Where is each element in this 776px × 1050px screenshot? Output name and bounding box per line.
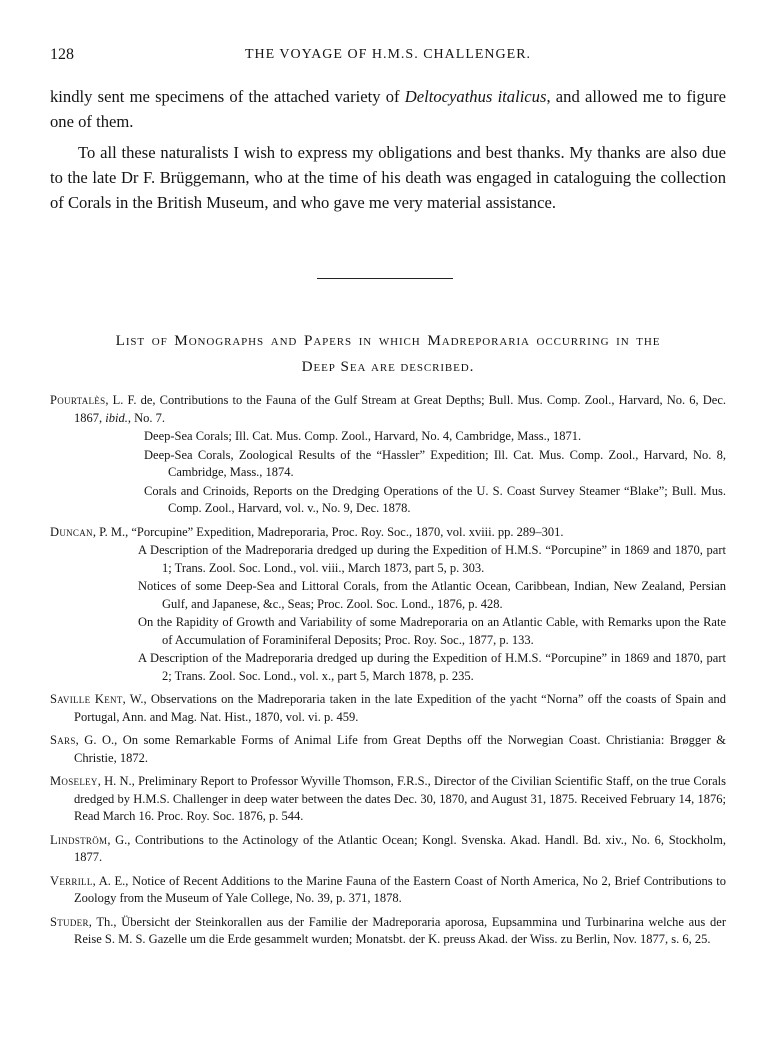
ref-sub-item: Deep-Sea Corals; Ill. Cat. Mus. Comp. Zool., Harvard, No. 4, Cambridge, Mass., 1871. — [144, 429, 582, 443]
running-title: THE VOYAGE OF H.M.S. CHALLENGER. — [244, 47, 532, 62]
ref-main — [50, 773, 726, 826]
body-text — [50, 84, 726, 215]
list-heading-line-2: Deep Sea are described. — [301, 358, 475, 375]
ref-main — [50, 914, 726, 949]
ref-author: Saville Kent — [50, 692, 123, 706]
page-number: 128 — [50, 46, 74, 63]
ref-text: , P. M., “Porcupine” Expedition, Madreporaria, Proc. Roy. Soc., 1870, vol. xviii. pp. 289–301. — [92, 524, 564, 539]
ref-author: Duncan — [50, 524, 93, 539]
ref-sub-item: A Description of the Madreporaria dredged up during the Expedition of H.M.S. “Porcupine” in 1869 and 1870, part 2; Trans. Zool. Soc. Lond., vol. x., part 5, March 1878, p. 235. — [138, 651, 726, 683]
running-head — [50, 46, 726, 66]
ref-text: , G., Contributions to the Actinology of the Atlantic Ocean; Kongl. Svenska. Akad. Handl. Bd. xiv., No. 6, Stockholm, 1877. — [74, 832, 726, 864]
ref-main — [50, 392, 726, 427]
list-heading — [50, 328, 726, 380]
ref-text-end: , No. 7. — [127, 410, 165, 425]
ref-author: Moseley — [50, 774, 98, 788]
ref-sub-item: On the Rapidity of Growth and Variability of some Madreporaria on an Atlantic Cable, with Remarks upon the Rate of Accumulation of Foraminiferal Deposits; Proc. Roy. Soc., 1877, p. 133. — [138, 615, 726, 647]
ref-sub-item: A Description of the Madreporaria dredged up during the Expedition of H.M.S. “Porcupine” in 1869 and 1870, part 1; Trans. Zool. Soc. Lond., vol. viii., March 1873, part 5, p. 303. — [138, 543, 726, 575]
ref-ibid: ibid. — [105, 410, 128, 425]
ref-sub-item: Corals and Crinoids, Reports on the Dredging Operations of the U. S. Coast Survey Steamer “Blake”; Bull. Mus. Comp. Zool., Harvard, vol. v., No. 9, Dec. 1878. — [144, 483, 726, 515]
ref-entry-lindstrom — [50, 832, 726, 867]
ref-sub-item: Deep-Sea Corals, Zoological Results of the “Hassler” Expedition; Ill. Cat. Mus. Comp. Zool., Harvard, No. 8, Cambridge, Mass., 1874. — [144, 447, 726, 479]
p1-text-b: , and allowed me to figure one of them. — [50, 87, 726, 131]
ref-main — [50, 832, 726, 867]
p1-text-a: kindly sent me specimens of the attached variety of — [50, 87, 405, 106]
ref-main — [50, 873, 726, 908]
ref-main — [50, 524, 726, 542]
ref-text: , H. N., Preliminary Report to Professor Wyville Thomson, F.R.S., Director of the Civilian Scientific Staff, on the true Corals dredged by H.M.S. Challenger in deep water between the dates Dec. 30, 1870, and August 31, 1875. Received February 14, 1876; Read March 16. Proc. Roy. Soc. 1876, p. 544. — [74, 774, 726, 823]
ref-entry-verrill — [50, 873, 726, 908]
ref-entry-studer — [50, 914, 726, 949]
ref-main — [50, 732, 726, 767]
ref-author: Verrill — [50, 873, 93, 888]
ref-entry-pourtales — [50, 392, 726, 518]
species-name: Deltocyathus italicus — [404, 87, 547, 106]
ref-text: , A. E., Notice of Recent Additions to the Marine Fauna of the Eastern Coast of North America, No 2, Brief Contributions to Zoology from the Museum of Yale College, No. 39, p. 371, 1878. — [74, 873, 726, 905]
ref-entry-saville-kent — [50, 691, 726, 726]
paragraph-continuation — [50, 84, 726, 134]
paragraph-thanks: To all these naturalists I wish to express my obligations and best thanks. My thanks are also due to the late Dr F. Brüggemann, who at the time of his death was engaged in cataloguing the collection of Corals in the British Museum, and who gave me very material assistance. — [50, 143, 726, 212]
ref-text: , L. F. de, Contributions to the Fauna of the Gulf Stream at Great Depths; Bull. Mus. Comp. Zool., Harvard, No. 6, Dec. 1867, — [74, 393, 726, 425]
ref-author: Sars — [50, 733, 76, 747]
list-heading-line-1: List of Monographs and Papers in which Madreporaria occurring in the — [115, 332, 661, 349]
ref-text: , W., Observations on the Madreporaria taken in the late Expedition of the yacht “Norna” off the coasts of Spain and Portugal, Ann. and Mag. Nat. Hist., 1870, vol. vi. p. 459. — [74, 692, 726, 724]
reference-list — [50, 392, 726, 955]
ref-text: , Th., Übersicht der Steinkorallen aus der Familie der Madreporaria aporosa, Eupsammina und Turbinarina welche aus der Reise S. M. S. Gazelle um die Erde gesammelt wurden; Monatsbt. der K. preuss Akad. der Wiss. zu Berlin, Nov. 1877, s. 6, 25. — [74, 914, 726, 946]
ref-author: Pourtalès — [50, 393, 106, 407]
ref-entry-moseley — [50, 773, 726, 826]
section-divider — [317, 278, 453, 279]
ref-entry-sars — [50, 732, 726, 767]
ref-author: Lindström — [50, 832, 108, 847]
ref-main — [50, 691, 726, 726]
ref-entry-duncan — [50, 524, 726, 686]
ref-author: Studer — [50, 914, 89, 929]
ref-sub-item: Notices of some Deep-Sea and Littoral Corals, from the Atlantic Ocean, Caribbean, Indian, New Zealand, Persian Gulf, and Japanese, &c., Seas; Proc. Zool. Soc. Lond., 1876, p. 428. — [138, 579, 726, 611]
ref-text: , G. O., On some Remarkable Forms of Animal Life from Great Depths off the Norwegian Coast. Christiania: Brøgger & Christie, 1872. — [74, 733, 726, 765]
